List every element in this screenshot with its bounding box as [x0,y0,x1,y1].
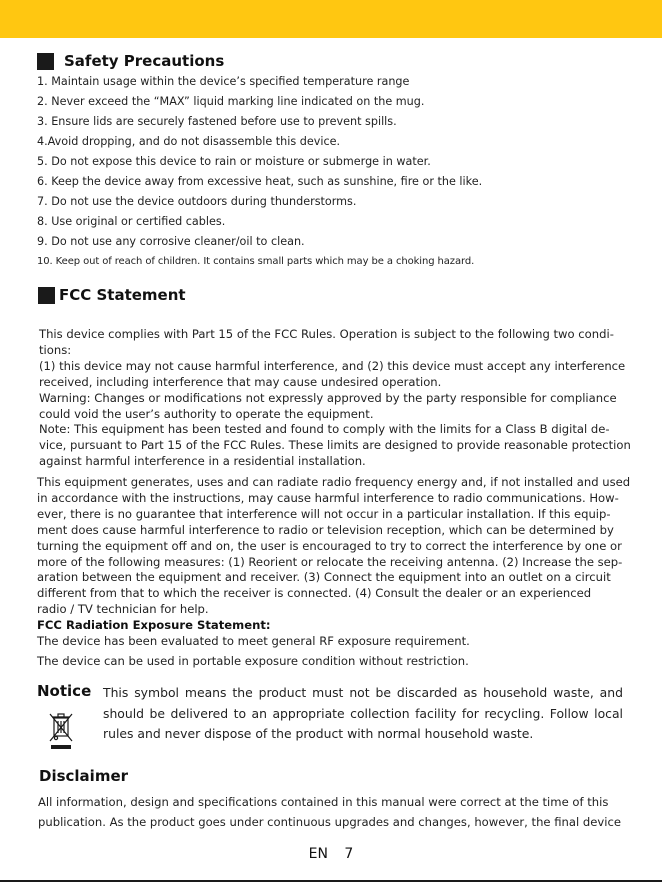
safety-title: Safety Precautions [64,52,225,70]
text-line: in accordance with the instructions, may cause harmful interference to radio communications. How- [37,490,619,505]
text-line: ment does cause harmful interference to radio or television reception, which can be determined by [37,522,614,537]
section-square-icon [38,287,55,304]
safety-list [37,72,482,272]
language-label: EN [308,846,328,862]
text-line: different from that to which the receiver is connected. (4) Consult the dealer or an experienced [37,586,592,601]
list-item: 10. Keep out of reach of children. It contains small parts which may be a choking hazard. [37,256,475,267]
text-line: Warning: Changes or modifications not expressly approved by the party responsible for compliance [39,390,617,405]
text-line: ever, there is no guarantee that interference will not occur in a particular installation. If this equip- [37,506,611,521]
rf-exposure-title: FCC Radiation Exposure Statement: [37,618,271,633]
text-line: This device complies with Part 15 of the FCC Rules. Operation is subject to the following two condi- [39,327,614,341]
list-item: 7. Do not use the device outdoors during thunderstorms. [37,195,357,208]
list-item: 1. Maintain usage within the device’s specified temperature range [37,75,410,88]
list-item: 9. Do not use any corrosive cleaner/oil to clean. [37,235,305,248]
header-bar [0,0,662,38]
list-item: 5. Do not expose this device to rain or moisture or submerge in water. [37,155,431,168]
section-square-icon [37,53,54,70]
disclaimer-text [38,792,628,832]
text-line: All information, design and specifications contained in this manual were correct at the time of this [38,795,609,809]
text-line: This equipment generates, uses and can radiate radio frequency energy and, if not installed and used [37,475,631,489]
text-line: turning the equipment off and on, the user is encouraged to try to correct the interference by one or [37,538,622,553]
list-item: 4.Avoid dropping, and do not disassemble this device. [37,135,341,148]
weee-crossed-bin-icon [48,712,74,752]
fcc-compliance-paragraph [39,327,631,470]
bottom-divider [0,880,662,882]
text-line: The device can be used in portable exposure condition without restriction. [37,653,469,668]
notice-text: This symbol means the product must not be discarded as household waste, and should be delivered to an appropriate collection facility for recycling. Follow local rules and never dispose of the product with normal household waste. [103,685,623,741]
list-item: 6. Keep the device away from excessive heat, such as sunshine, fire or the like. [37,175,483,188]
text-line: against harmful interference in a residential installation. [39,454,366,469]
text-line: aration between the equipment and receiver. (3) Connect the equipment into an outlet on a circuit [37,570,611,585]
text-line: Note: This equipment has been tested and found to comply with the limits for a Class B digital de- [39,422,610,437]
notice-title: Notice [37,682,92,700]
fcc-interference-paragraph [37,475,631,634]
list-item: 3. Ensure lids are securely fastened before use to prevent spills. [37,115,397,128]
list-item: 2. Never exceed the “MAX” liquid marking line indicated on the mug. [37,95,425,108]
disclaimer-title: Disclaimer [39,767,129,785]
text-line: (1) this device may not cause harmful interference, and (2) this device must accept any interference [39,358,626,373]
text-line: more of the following measures: (1) Reorient or relocate the receiving antenna. (2) Increase the sep- [37,554,623,569]
list-item: 8. Use original or certified cables. [37,215,226,228]
text-line: The device has been evaluated to meet general RF exposure requirement. [37,634,470,648]
text-line: publication. As the product goes under continuous upgrades and changes, however, the final device [38,815,621,829]
text-line: received, including interference that may cause undesired operation. [39,374,442,389]
text-line: could void the user’s authority to operate the equipment. [39,406,374,421]
page-number: 7 [344,846,354,862]
fcc-heading [38,286,186,304]
rf-exposure-paragraph [37,632,627,671]
text-line: vice, pursuant to Part 15 of the FCC Rules. These limits are designed to provide reasonable protection [39,438,631,453]
safety-heading [37,52,224,70]
text-line: tions: [39,342,72,357]
text-line: radio / TV technician for help. [37,602,209,617]
page-footer [0,846,662,862]
fcc-title: FCC Statement [59,286,186,304]
